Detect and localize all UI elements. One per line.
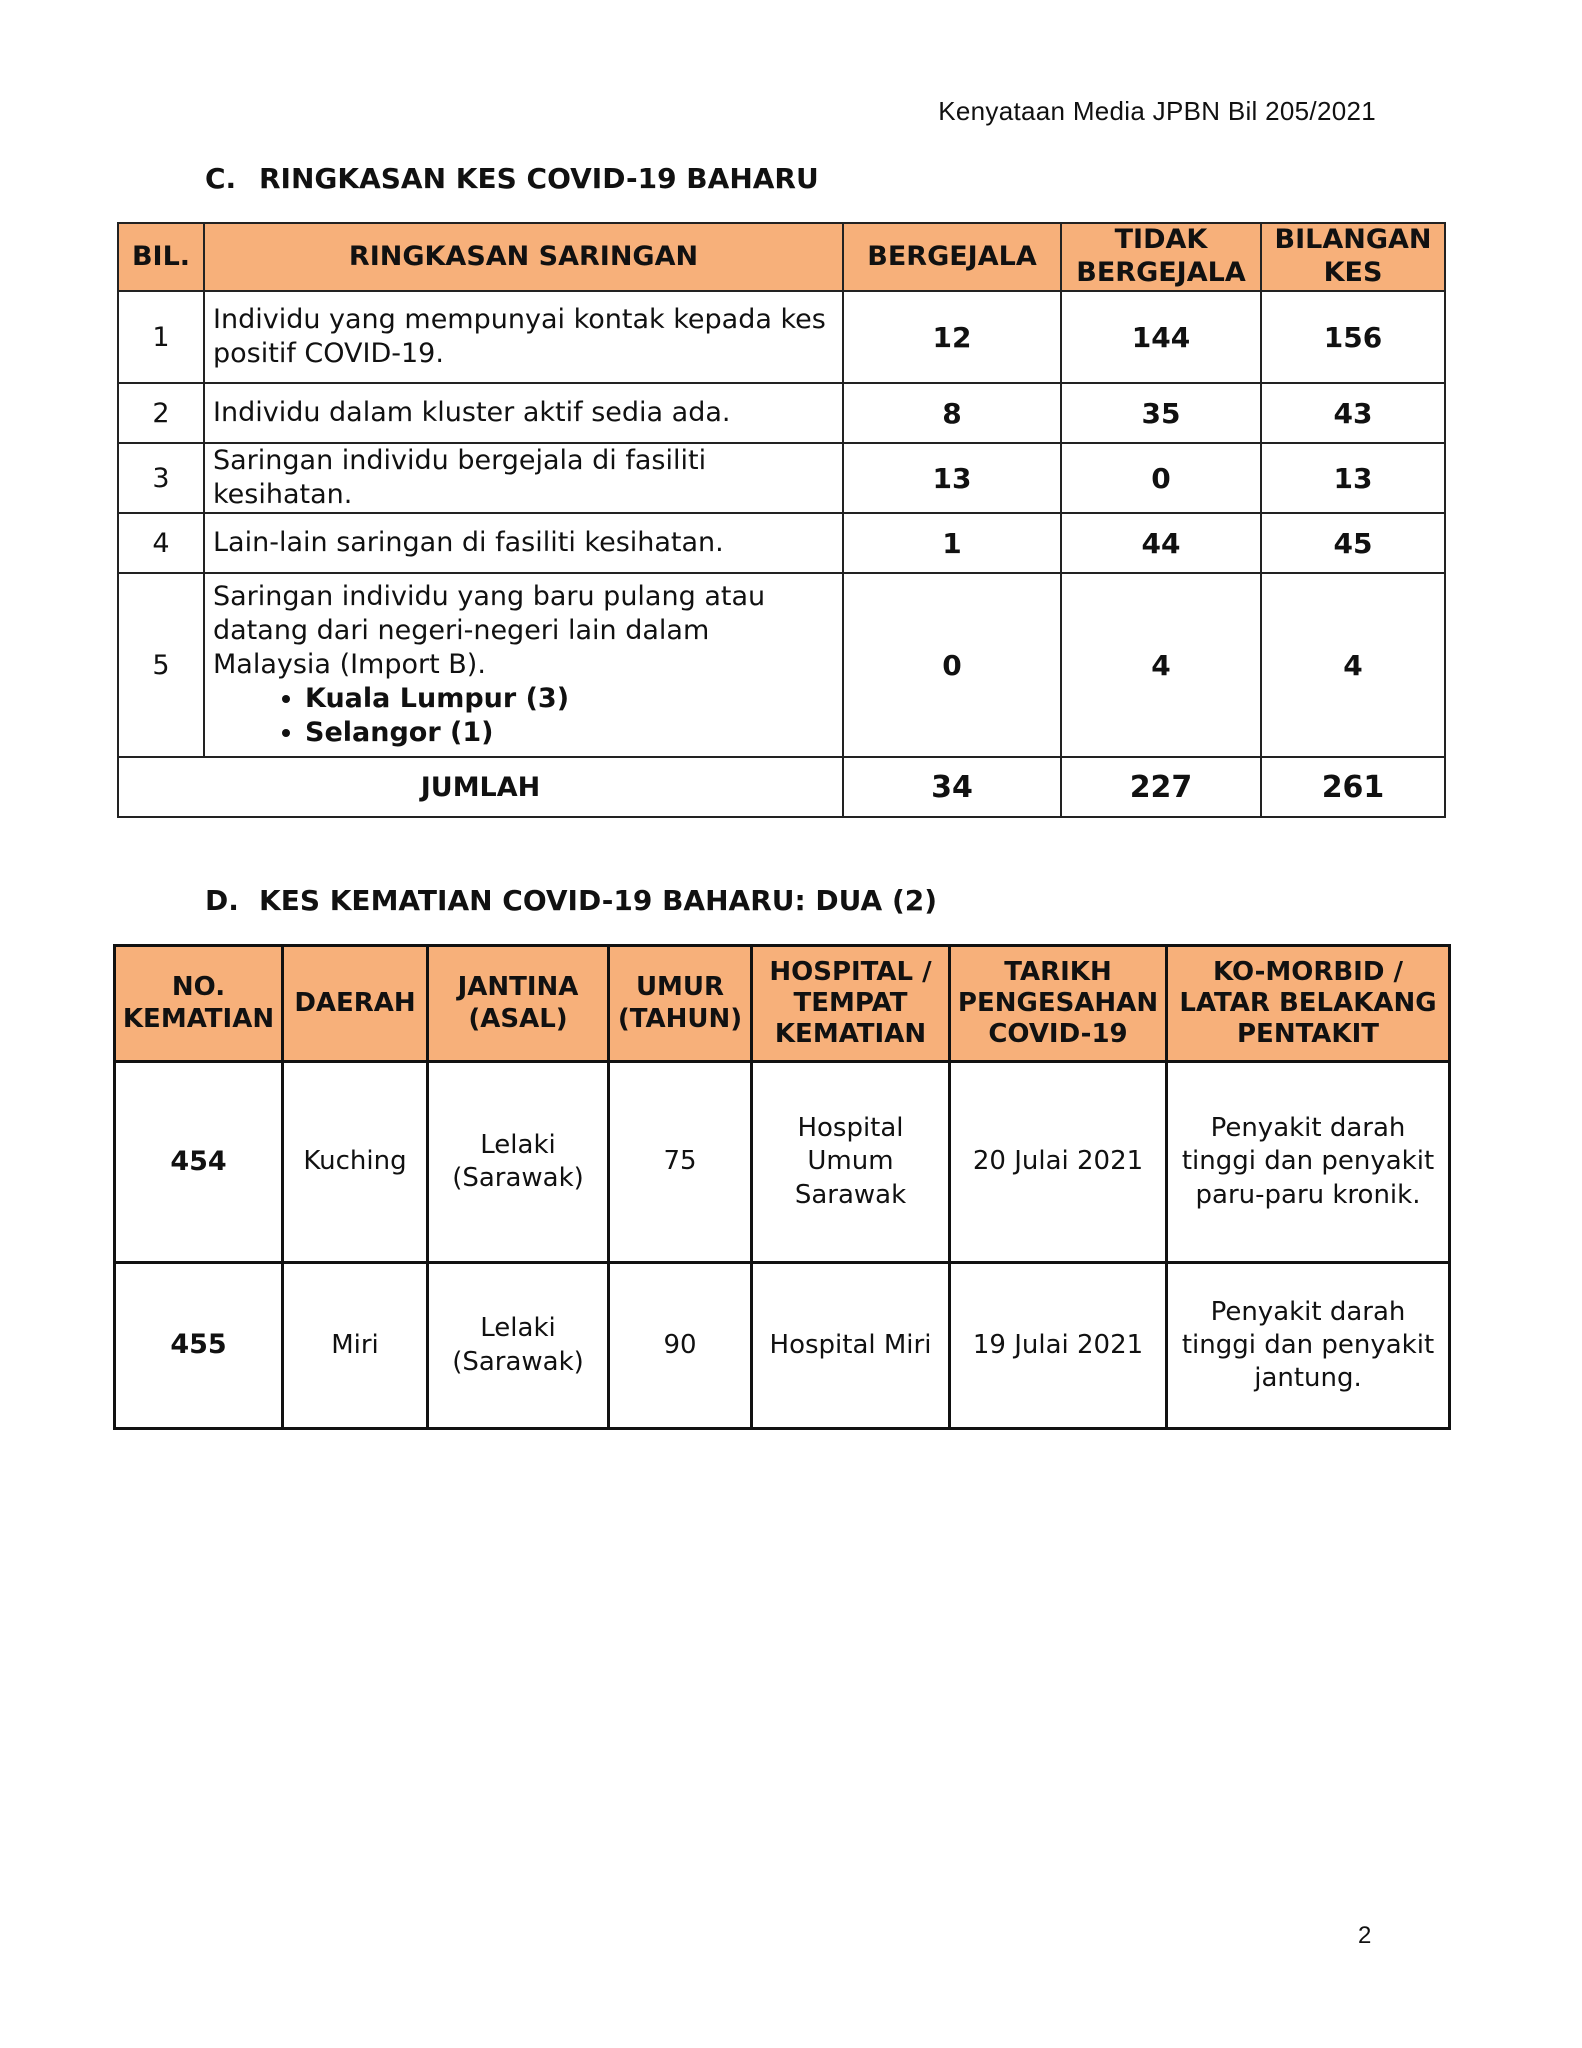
cell-desc: Saringan individu bergejala di fasiliti kesihatan. <box>204 443 843 513</box>
cell-tidak-bergejala: 144 <box>1061 291 1261 383</box>
cell-daerah: Miri <box>283 1263 428 1429</box>
cell-komorbid: Penyakit darah tinggi dan penyakit jantung. <box>1167 1263 1450 1429</box>
cell-bil: 1 <box>118 291 204 383</box>
page-number: 2 <box>1358 1922 1372 1949</box>
col-header-hospital: HOSPITAL / TEMPAT KEMATIAN <box>752 946 950 1062</box>
cell-desc: Individu yang mempunyai kontak kepada kes positif COVID-19. <box>204 291 843 383</box>
cell-jantina: Lelaki (Sarawak) <box>428 1062 609 1263</box>
cell-bergejala: 0 <box>843 573 1061 757</box>
cell-no-kematian: 454 <box>115 1062 283 1263</box>
section-c-letter: C. <box>205 162 237 195</box>
import-states-list <box>213 682 834 750</box>
cell-daerah: Kuching <box>283 1062 428 1263</box>
cell-tidak-bergejala: 4 <box>1061 573 1261 757</box>
cell-hospital: Hospital Miri <box>752 1263 950 1429</box>
table-row <box>118 443 1445 513</box>
col-header-umur: UMUR (TAHUN) <box>609 946 752 1062</box>
table-header-row <box>118 223 1445 291</box>
table-header-row <box>115 946 1450 1062</box>
total-bergejala: 34 <box>843 757 1061 817</box>
col-header-no-kematian: NO. KEMATIAN <box>115 946 283 1062</box>
cell-umur: 90 <box>609 1263 752 1429</box>
cell-tidak-bergejala: 44 <box>1061 513 1261 573</box>
total-jumlah: 261 <box>1261 757 1445 817</box>
cell-bergejala: 12 <box>843 291 1061 383</box>
table-row <box>115 1263 1450 1429</box>
cell-desc: Lain-lain saringan di fasiliti kesihatan. <box>204 513 843 573</box>
cell-jumlah: 45 <box>1261 513 1445 573</box>
cell-tidak-bergejala: 35 <box>1061 383 1261 443</box>
cell-jumlah: 4 <box>1261 573 1445 757</box>
cell-bergejala: 1 <box>843 513 1061 573</box>
document-reference: Kenyataan Media JPBN Bil 205/2021 <box>938 96 1376 126</box>
total-tidak-bergejala: 227 <box>1061 757 1261 817</box>
new-cases-summary-table <box>117 222 1446 818</box>
cell-jantina: Lelaki (Sarawak) <box>428 1263 609 1429</box>
deaths-table <box>113 944 1451 1430</box>
table-row <box>115 1062 1450 1263</box>
col-header-jantina: JANTINA (ASAL) <box>428 946 609 1062</box>
cell-jumlah: 43 <box>1261 383 1445 443</box>
col-header-tarikh: TARIKH PENGESAHAN COVID-19 <box>950 946 1167 1062</box>
list-item: • Selangor (1) <box>305 716 834 750</box>
cell-desc: Saringan individu yang baru pulang atau datang dari negeri-negeri lain dalam Malaysia (Import B). <box>213 580 766 681</box>
total-label: JUMLAH <box>118 757 843 817</box>
col-header-tidak-bergejala: TIDAK BERGEJALA <box>1061 223 1261 291</box>
cell-desc: Individu dalam kluster aktif sedia ada. <box>204 383 843 443</box>
cell-tidak-bergejala: 0 <box>1061 443 1261 513</box>
section-d-letter: D. <box>205 884 239 917</box>
cell-bergejala: 8 <box>843 383 1061 443</box>
section-c-title <box>205 162 819 195</box>
table-total-row <box>118 757 1445 817</box>
cell-tarikh: 19 Julai 2021 <box>950 1263 1167 1429</box>
cell-hospital: Hospital Umum Sarawak <box>752 1062 950 1263</box>
col-header-daerah: DAERAH <box>283 946 428 1062</box>
cell-tarikh: 20 Julai 2021 <box>950 1062 1167 1263</box>
cell-jumlah: 13 <box>1261 443 1445 513</box>
table-row <box>118 383 1445 443</box>
col-header-bil: BIL. <box>118 223 204 291</box>
col-header-bergejala: BERGEJALA <box>843 223 1061 291</box>
cell-bil: 3 <box>118 443 204 513</box>
table-row <box>118 573 1445 757</box>
cell-komorbid: Penyakit darah tinggi dan penyakit paru-paru kronik. <box>1167 1062 1450 1263</box>
col-header-ringkasan: RINGKASAN SARINGAN <box>204 223 843 291</box>
cell-jumlah: 156 <box>1261 291 1445 383</box>
cell-no-kematian: 455 <box>115 1263 283 1429</box>
col-header-komorbid: KO-MORBID / LATAR BELAKANG PENTAKIT <box>1167 946 1450 1062</box>
cell-bil: 4 <box>118 513 204 573</box>
col-header-bilangan-kes: BILANGAN KES <box>1261 223 1445 291</box>
section-d-title-text: KES KEMATIAN COVID-19 BAHARU: DUA (2) <box>259 884 938 917</box>
cell-bergejala: 13 <box>843 443 1061 513</box>
table-row <box>118 513 1445 573</box>
cell-bil: 5 <box>118 573 204 757</box>
cell-umur: 75 <box>609 1062 752 1263</box>
list-item: • Kuala Lumpur (3) <box>305 682 834 716</box>
section-c-title-text: RINGKASAN KES COVID-19 BAHARU <box>259 162 819 195</box>
cell-bil: 2 <box>118 383 204 443</box>
section-d-title <box>205 884 937 917</box>
cell-desc-with-list <box>204 573 843 757</box>
table-row <box>118 291 1445 383</box>
